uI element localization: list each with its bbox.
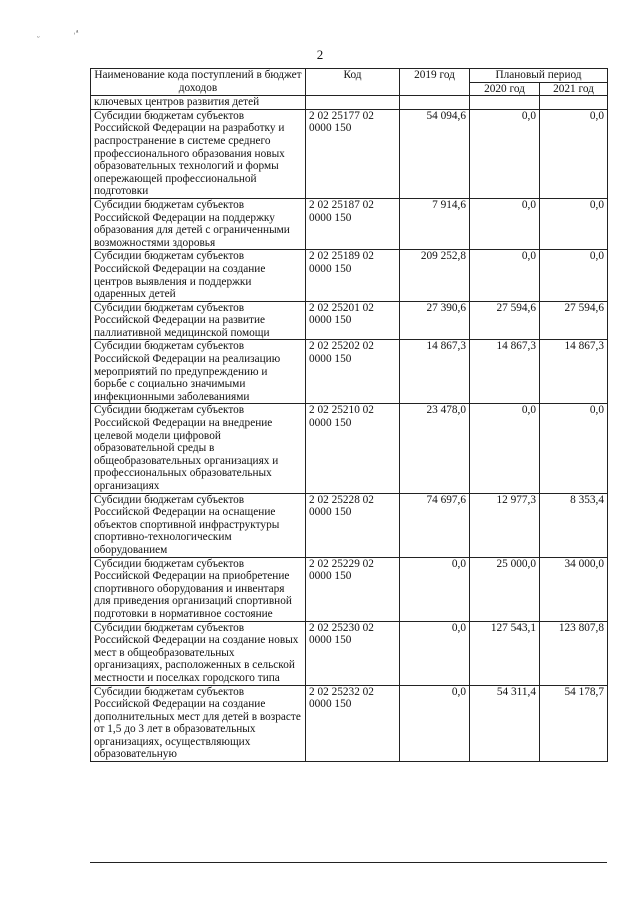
row-code: 2 02 25177 02 0000 150	[306, 109, 400, 198]
row-value-2019: 0,0	[400, 685, 470, 762]
row-code: 2 02 25232 02 0000 150	[306, 685, 400, 762]
row-value-2021: 0,0	[540, 109, 608, 198]
table-row	[91, 340, 608, 404]
table-row	[91, 493, 608, 557]
row-code: 2 02 25210 02 0000 150	[306, 404, 400, 493]
table-row	[91, 404, 608, 493]
row-value-2020: 0,0	[470, 404, 540, 493]
row-name: Субсидии бюджетам субъектов Российской Федерации на оснащение объектов спортивной инфраструктуры спортивно-технологическим оборудованием	[91, 493, 306, 557]
row-value-2021: 0,0	[540, 198, 608, 249]
revenue-table	[90, 68, 608, 762]
header-2021: 2021 год	[540, 82, 608, 96]
row-value-2021: 14 867,3	[540, 340, 608, 404]
table-row	[91, 198, 608, 249]
scan-mark: ˒ᵃ	[73, 27, 79, 37]
row-name: Субсидии бюджетам субъектов Российской Федерации на создание дополнительных мест для детей в возрасте от 1,5 до 3 лет в образовательных организациях, осуществляющих образовательную	[91, 685, 306, 762]
row-value-2019: 27 390,6	[400, 301, 470, 340]
row-value-2019: 209 252,8	[400, 250, 470, 301]
scan-mark: ᵕ	[37, 32, 40, 42]
header-code: Код	[306, 69, 400, 96]
row-name: Субсидии бюджетам субъектов Российской Федерации на приобретение спортивного оборудования и инвентаря для приведения организаций спортивной подготовки в нормативное состояние	[91, 557, 306, 621]
table-row	[91, 250, 608, 301]
row-name: Субсидии бюджетам субъектов Российской Федерации на разработку и распространение в системе среднего профессионального образования новых образовательных технологий и формы опережающей профессиональной подготовки	[91, 109, 306, 198]
row-name: Субсидии бюджетам субъектов Российской Федерации на реализацию мероприятий по предупреждению и борьбе с социально значимыми инфекционными заболеваниями	[91, 340, 306, 404]
table-row	[91, 301, 608, 340]
row-value-2020: 27 594,6	[470, 301, 540, 340]
row-value-2020: 12 977,3	[470, 493, 540, 557]
table-row	[91, 685, 608, 762]
row-value-2019: 0,0	[400, 621, 470, 685]
row-value-2021: 0,0	[540, 250, 608, 301]
row-value-2019: 14 867,3	[400, 340, 470, 404]
row-code: 2 02 25202 02 0000 150	[306, 340, 400, 404]
row-code: 2 02 25230 02 0000 150	[306, 621, 400, 685]
row-code: 2 02 25187 02 0000 150	[306, 198, 400, 249]
header-plan-period: Плановый период	[470, 69, 608, 83]
page-number: 2	[316, 47, 324, 62]
row-name: Субсидии бюджетам субъектов Российской Федерации на поддержку образования для детей с ограниченными возможностями здоровья	[91, 198, 306, 249]
row-value-2020: 54 311,4	[470, 685, 540, 762]
header-name: Наименование кода поступлений в бюджет доходов	[91, 69, 306, 96]
row-name: Субсидии бюджетам субъектов Российской Федерации на развитие паллиативной медицинской помощи	[91, 301, 306, 340]
row-value-2020: 14 867,3	[470, 340, 540, 404]
header-2019: 2019 год	[400, 69, 470, 96]
continuation-row	[91, 96, 608, 110]
row-value-2020: 127 543,1	[470, 621, 540, 685]
row-value-2019: 7 914,6	[400, 198, 470, 249]
row-code: 2 02 25189 02 0000 150	[306, 250, 400, 301]
continuation-text: ключевых центров развития детей	[91, 96, 306, 110]
row-value-2021: 0,0	[540, 404, 608, 493]
row-value-2019: 74 697,6	[400, 493, 470, 557]
row-name: Субсидии бюджетам субъектов Российской Федерации на создание центров выявления и поддержки одаренных детей	[91, 250, 306, 301]
row-code: 2 02 25201 02 0000 150	[306, 301, 400, 340]
row-value-2021: 27 594,6	[540, 301, 608, 340]
row-value-2019: 0,0	[400, 557, 470, 621]
row-value-2021: 123 807,8	[540, 621, 608, 685]
page-bottom-rule	[90, 862, 607, 863]
table-row	[91, 109, 608, 198]
row-value-2019: 54 094,6	[400, 109, 470, 198]
row-value-2019: 23 478,0	[400, 404, 470, 493]
row-value-2021: 34 000,0	[540, 557, 608, 621]
row-code: 2 02 25228 02 0000 150	[306, 493, 400, 557]
row-name: Субсидии бюджетам субъектов Российской Федерации на создание новых мест в общеобразовательных организациях, расположенных в сельской местности и поселках городского типа	[91, 621, 306, 685]
table-header-row	[91, 69, 608, 83]
row-value-2021: 8 353,4	[540, 493, 608, 557]
row-value-2020: 0,0	[470, 109, 540, 198]
table-row	[91, 557, 608, 621]
table-row	[91, 621, 608, 685]
row-name: Субсидии бюджетам субъектов Российской Федерации на внедрение целевой модели цифровой образовательной среды в общеобразовательных организациях и профессиональных образовательных организациях	[91, 404, 306, 493]
row-value-2021: 54 178,7	[540, 685, 608, 762]
row-value-2020: 0,0	[470, 250, 540, 301]
row-value-2020: 25 000,0	[470, 557, 540, 621]
row-code: 2 02 25229 02 0000 150	[306, 557, 400, 621]
row-value-2020: 0,0	[470, 198, 540, 249]
header-2020: 2020 год	[470, 82, 540, 96]
